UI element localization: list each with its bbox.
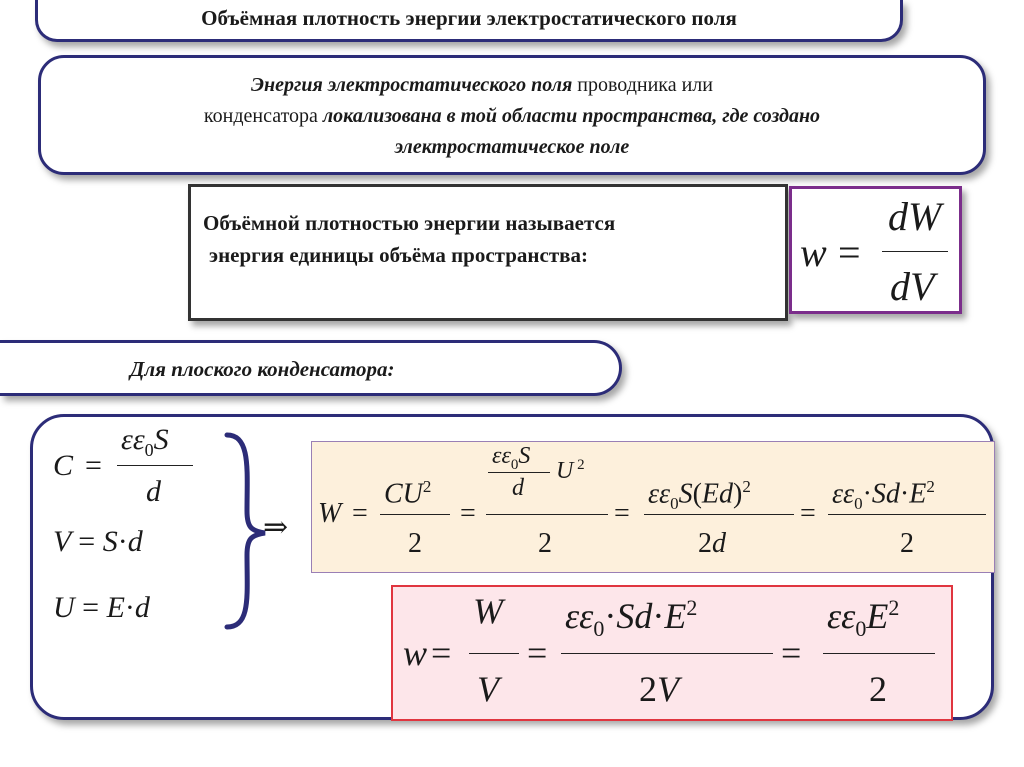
denominator-dV: dV: [890, 264, 935, 309]
capacitor-label-box: [0, 340, 622, 396]
intro-line-1: Энергия электростатического поля проводника или: [251, 74, 713, 96]
result-den-1: V: [477, 669, 499, 709]
result-num-2: $\varepsilon\varepsilon_0\cdot Sd\cdot E^2$: [565, 595, 698, 642]
result-bar-1: [469, 653, 519, 654]
capacitor-label: Для плоского конденсатора:: [130, 357, 395, 381]
energy-inner-bar: [488, 472, 550, 473]
energy-U2: U $^2$: [556, 457, 585, 484]
energy-num-4: $\varepsilon\varepsilon_0\cdot Sd\cdot E^2$: [832, 477, 935, 513]
energy-bar-4: [828, 514, 986, 515]
result-den-2: 2V: [639, 669, 679, 709]
energy-formula-box: [311, 441, 995, 573]
density-formula-box: [789, 186, 962, 314]
result-eq-3: =: [781, 633, 802, 673]
energy-eq-4: =: [800, 498, 816, 529]
energy-bar-3: [644, 514, 794, 515]
page-title: Объёмная плотность энергии электростатического поля: [201, 6, 737, 30]
numerator-dW: dW: [888, 194, 942, 239]
result-w: w: [403, 633, 428, 673]
energy-eq-3: =: [614, 498, 630, 529]
result-num-1: W: [473, 591, 503, 631]
result-eq-1: =: [431, 633, 452, 673]
capacitance-equals: =: [85, 449, 102, 482]
energy-den-2: 2: [538, 528, 552, 559]
capacitance-denominator: d: [146, 475, 161, 508]
capacitance-numerator: $\varepsilon\varepsilon_0S$: [121, 423, 169, 460]
density-result-box: [391, 585, 953, 721]
energy-inner-num: $\varepsilon\varepsilon_0S$: [492, 443, 531, 473]
energy-eq-1: =: [352, 498, 368, 529]
implies-arrow: ⇒: [263, 511, 289, 544]
result-bar-3: [823, 653, 935, 654]
energy-den-4: 2: [900, 528, 914, 559]
volume-formula: V = S·d: [53, 525, 143, 558]
result-den-3: 2: [869, 669, 887, 709]
energy-eq-2: =: [460, 498, 476, 529]
fraction-bar: [882, 251, 948, 252]
energy-den-1: 2: [408, 528, 422, 559]
title-box: [35, 0, 903, 42]
equals-sign: =: [838, 230, 861, 275]
voltage-formula: U = E·d: [53, 591, 150, 624]
intro-line-3: электростатическое поле: [394, 136, 630, 158]
definition-line-2: энергия единицы объёма пространства:: [209, 243, 589, 267]
formulas-box: [30, 414, 994, 720]
intro-line-2: конденсатора локализована в той области пространства, где создано: [203, 105, 821, 127]
result-bar-2: [561, 653, 773, 654]
energy-bar-1: [380, 514, 450, 515]
energy-num-3: $\varepsilon\varepsilon_0S(Ed)^2$: [648, 477, 751, 513]
definition-line-1: Объёмной плотностью энергии называется: [203, 211, 616, 235]
result-num-3: $\varepsilon\varepsilon_0E^2$: [827, 595, 900, 642]
energy-den-3: 2d: [698, 528, 726, 559]
energy-num-1: $CU^2$: [384, 477, 432, 510]
w-symbol: w: [800, 230, 827, 275]
energy-bar-2: [486, 514, 608, 515]
result-eq-2: =: [527, 633, 548, 673]
capacitance-C: C: [53, 449, 74, 482]
energy-inner-den: d: [512, 475, 524, 501]
energy-W: W: [318, 498, 342, 529]
definition-box: [188, 184, 788, 321]
intro-box: [38, 55, 986, 175]
capacitance-bar: [117, 465, 193, 466]
